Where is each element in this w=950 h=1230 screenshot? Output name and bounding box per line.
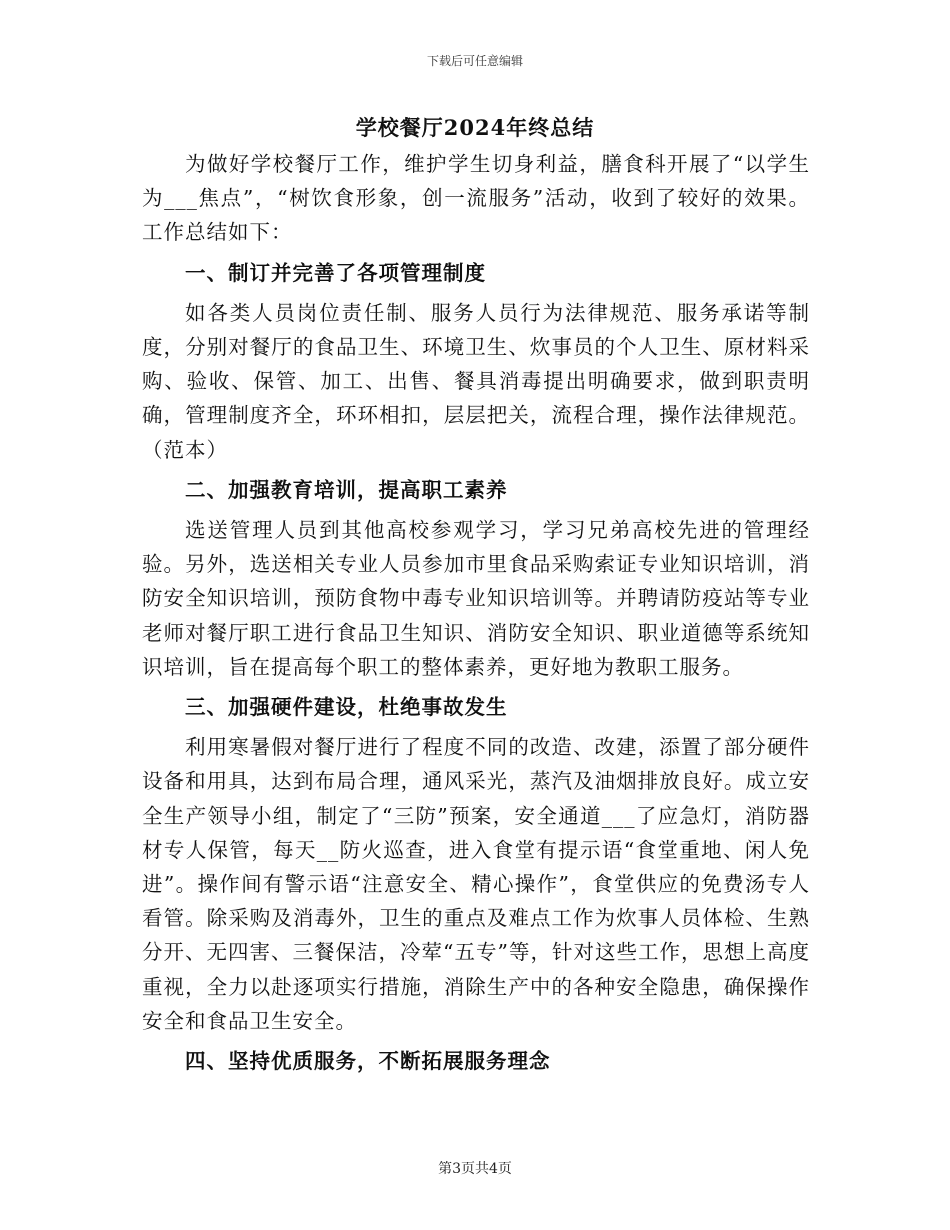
page-number-footer: 第3页共4页 [438, 1161, 512, 1177]
section-body-3: 利用寒暑假对餐厅进行了程度不同的改造、改建，添置了部分硬件设备和用具，达到布局合理，通风采光，蒸汽及油烟排放良好。成立安全生产领导小组，制定了“三防”预案，安全通道___了应急灯，消防器材专人保管，每天__防火巡查，进入食堂有提示语“食堂重地、闲人免进”。操作间有警示语“注意安全、精心操作”，食堂供应的免费汤专人看管。除采购及消毒外，卫生的重点及难点工作为炊事人员体检、生熟分开、无四害、三餐保洁，冷荤“五专”等，针对这些工作，思想上高度重视，全力以赴逐项实行措施，消除生产中的各种安全隐患，确保操作安全和食品卫生安全。 [142, 735, 810, 1033]
intro-paragraph: 为做好学校餐厅工作，维护学生切身利益，膳食科开展了“以学生为___焦点”，“树饮食形象，创一流服务”活动，收到了较好的效果。工作总结如下： [142, 152, 810, 245]
document-body [142, 147, 810, 1084]
section-heading-1: 一、制订并完善了各项管理制度 [185, 260, 487, 285]
section-body-2: 选送管理人员到其他高校参观学习，学习兄弟高校先进的管理经验。另外，选送相关专业人员参加市里食品采购索证专业知识培训，消防安全知识培训，预防食物中毒专业知识培训等。并聘请防疫站等专业老师对餐厅职工进行食品卫生知识、消防安全知识、职业道德等系统知识培训，旨在提高每个职工的整体素养，更好地为教职工服务。 [142, 518, 810, 679]
document-title: 学校餐厅2024年终总结 [355, 115, 595, 140]
section-heading-4: 四、坚持优质服务，不断拓展服务理念 [185, 1049, 551, 1074]
page-header-note: 下载后可任意编辑 [426, 54, 523, 68]
section-body-1: 如各类人员岗位责任制、服务人员行为法律规范、服务承诺等制度，分别对餐厅的食品卫生、环境卫生、炊事员的个人卫生、原材料采购、验收、保管、加工、出售、餐具消毒提出明确要求，做到职责明确，管理制度齐全，环环相扣，层层把关，流程合理，操作法律规范。（范本） [142, 300, 810, 462]
section-heading-2: 二、加强教育培训，提高职工素养 [185, 477, 508, 502]
section-heading-3: 三、加强硬件建设，杜绝事故发生 [185, 695, 508, 720]
